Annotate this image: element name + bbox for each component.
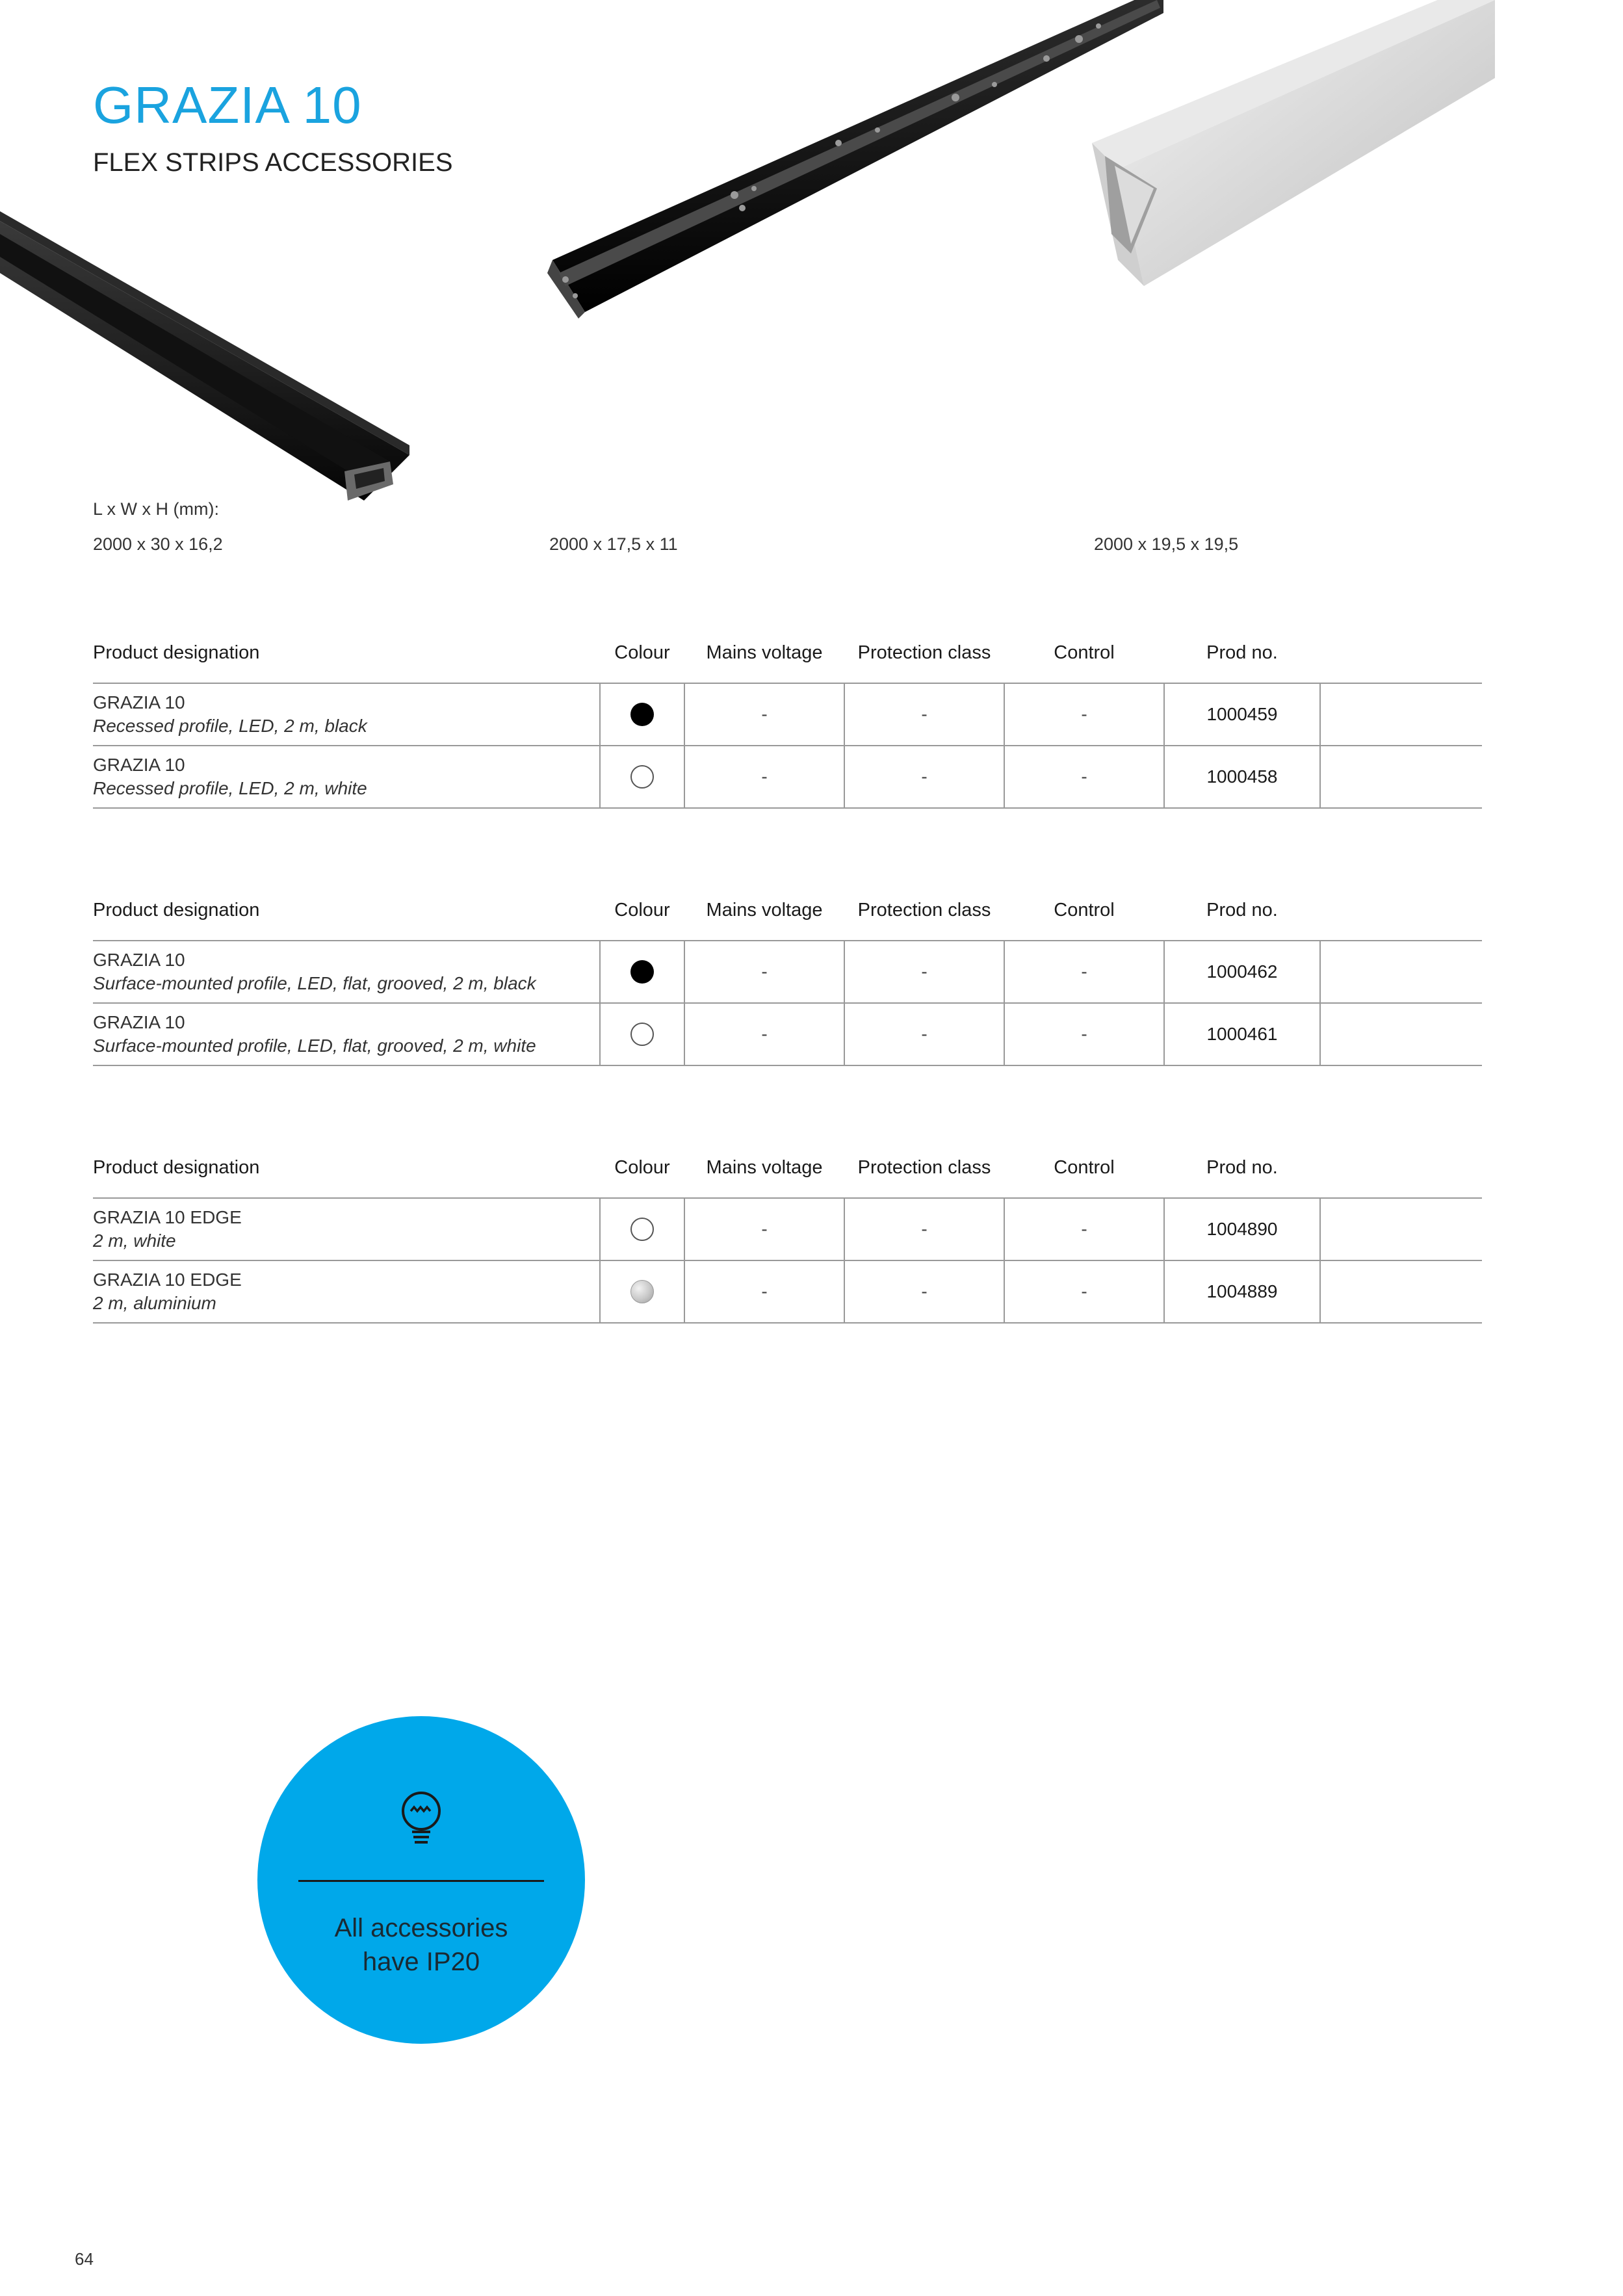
table-row [93,941,1482,1003]
product-name: GRAZIA 10 [93,1012,185,1032]
colour-cell [600,1260,684,1323]
spec-table [93,1138,1482,1324]
colour-swatch-black [630,960,654,984]
product-name: GRAZIA 10 EDGE [93,1207,242,1227]
control-cell: - [1004,941,1164,1003]
header-product-designation: Product designation [93,623,600,683]
product-designation-cell [93,1198,600,1260]
dimension-value: 2000 x 17,5 x 11 [549,534,678,554]
product-description: Recessed profile, LED, 2 m, white [93,778,367,798]
table-row [93,1003,1482,1065]
empty-cell [1320,1003,1482,1065]
dimensions-label: L x W x H (mm): [93,499,219,519]
empty-cell [1320,1198,1482,1260]
protection-class-cell: - [844,1003,1004,1065]
product-designation-cell [93,683,600,746]
header-protection-class: Protection class [844,623,1004,683]
product-designation-cell [93,746,600,808]
product-description: Recessed profile, LED, 2 m, black [93,716,367,736]
product-designation-cell [93,1260,600,1323]
colour-swatch-white [630,765,654,789]
header-spacer [1320,623,1482,683]
empty-cell [1320,683,1482,746]
spec-table [93,623,1482,809]
control-cell: - [1004,746,1164,808]
corner-profile-image [1079,0,1495,299]
product-name: GRAZIA 10 [93,692,185,712]
page-title: GRAZIA 10 [93,76,362,134]
table-row [93,683,1482,746]
badge-text-line1: All accessories [334,1914,508,1942]
product-description: Surface-mounted profile, LED, flat, grooved, 2 m, white [93,1036,536,1056]
header-prod-no: Prod no. [1164,1138,1320,1198]
colour-swatch-aluminium [630,1280,654,1303]
surface-profile-image [539,0,1163,325]
header-colour: Colour [600,623,684,683]
ip-rating-badge [257,1716,585,2044]
control-cell: - [1004,1198,1164,1260]
empty-cell [1320,1260,1482,1323]
mains-voltage-cell: - [684,1260,844,1323]
prod-no-cell: 1000461 [1164,1003,1320,1065]
table-header-row [93,1138,1482,1198]
empty-cell [1320,746,1482,808]
product-description: 2 m, aluminium [93,1293,216,1313]
colour-cell [600,746,684,808]
mains-voltage-cell: - [684,683,844,746]
colour-cell [600,683,684,746]
mains-voltage-cell: - [684,1198,844,1260]
colour-swatch-white [630,1023,654,1046]
product-name: GRAZIA 10 EDGE [93,1270,242,1290]
protection-class-cell: - [844,683,1004,746]
product-description: Surface-mounted profile, LED, flat, grooved, 2 m, black [93,973,536,993]
page-subtitle: FLEX STRIPS ACCESSORIES [93,148,453,177]
table-row [93,1260,1482,1323]
product-designation-cell [93,1003,600,1065]
colour-cell [600,1198,684,1260]
product-name: GRAZIA 10 [93,950,185,970]
prod-no-cell: 1000462 [1164,941,1320,1003]
header-prod-no: Prod no. [1164,623,1320,683]
table-row [93,746,1482,808]
colour-cell [600,1003,684,1065]
table-row [93,1198,1482,1260]
page-number: 64 [75,2249,94,2269]
prod-no-cell: 1004889 [1164,1260,1320,1323]
header-protection-class: Protection class [844,880,1004,941]
dimension-value: 2000 x 19,5 x 19,5 [1094,534,1239,554]
spec-table [93,880,1482,1066]
prod-no-cell: 1004890 [1164,1198,1320,1260]
recessed-profile-image [0,195,409,507]
protection-class-cell: - [844,941,1004,1003]
badge-text [283,1911,559,1979]
table-header-row [93,880,1482,941]
header-prod-no: Prod no. [1164,880,1320,941]
mains-voltage-cell: - [684,1003,844,1065]
mains-voltage-cell: - [684,941,844,1003]
header-product-designation: Product designation [93,880,600,941]
lightbulb-icon [395,1789,447,1849]
header-product-designation: Product designation [93,1138,600,1198]
table-header-row [93,623,1482,683]
mains-voltage-cell: - [684,746,844,808]
product-description: 2 m, white [93,1231,176,1251]
product-name: GRAZIA 10 [93,755,185,775]
header-control: Control [1004,623,1164,683]
colour-swatch-black [630,703,654,726]
protection-class-cell: - [844,746,1004,808]
colour-cell [600,941,684,1003]
badge-text-line2: have IP20 [362,1948,480,1976]
header-mains-voltage: Mains voltage [684,1138,844,1198]
header-mains-voltage: Mains voltage [684,880,844,941]
prod-no-cell: 1000459 [1164,683,1320,746]
control-cell: - [1004,1260,1164,1323]
header-spacer [1320,880,1482,941]
header-spacer [1320,1138,1482,1198]
control-cell: - [1004,1003,1164,1065]
header-control: Control [1004,880,1164,941]
header-mains-voltage: Mains voltage [684,623,844,683]
dimension-value: 2000 x 30 x 16,2 [93,534,223,554]
product-designation-cell [93,941,600,1003]
header-control: Control [1004,1138,1164,1198]
header-colour: Colour [600,1138,684,1198]
header-colour: Colour [600,880,684,941]
colour-swatch-white [630,1218,654,1241]
badge-divider [298,1880,544,1882]
control-cell: - [1004,683,1164,746]
prod-no-cell: 1000458 [1164,746,1320,808]
protection-class-cell: - [844,1198,1004,1260]
protection-class-cell: - [844,1260,1004,1323]
empty-cell [1320,941,1482,1003]
header-protection-class: Protection class [844,1138,1004,1198]
